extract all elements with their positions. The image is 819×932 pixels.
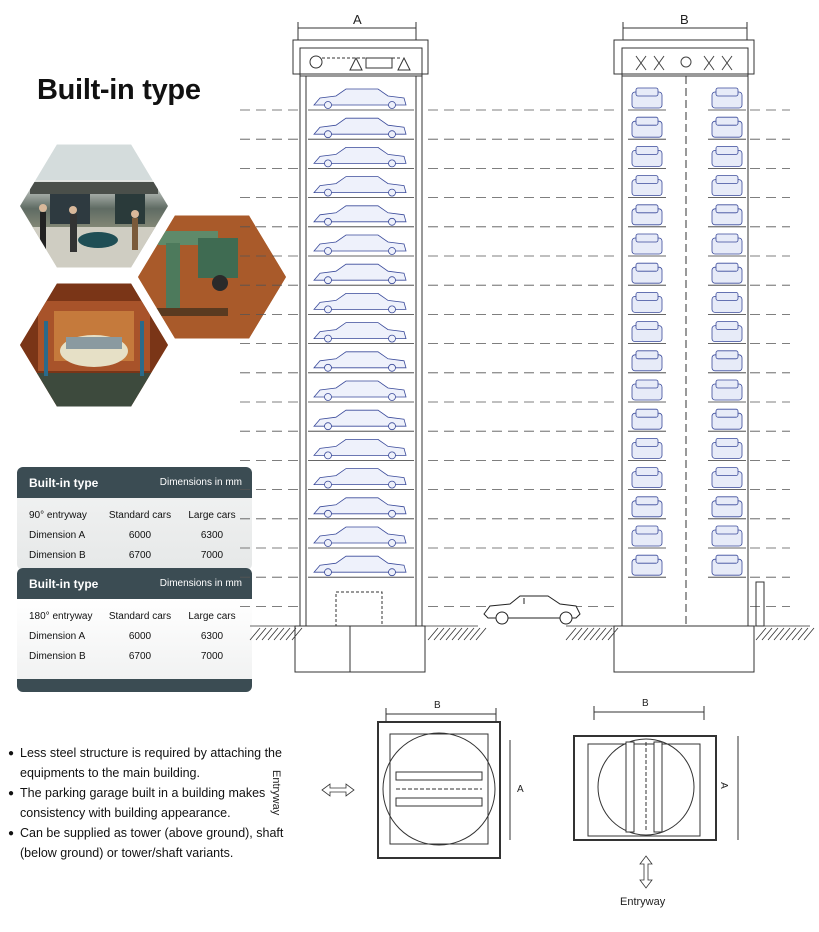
car-platform (708, 322, 746, 344)
table-cell: 7000 (200, 650, 224, 662)
car-platform (628, 117, 666, 139)
car-platform (628, 438, 666, 460)
car-platform (708, 176, 746, 198)
table-cell: 6300 (200, 630, 224, 642)
plan-view-180 (574, 706, 738, 888)
car-platform (628, 468, 666, 490)
car-platform (628, 526, 666, 548)
spec-table-title: Built-in type (29, 576, 99, 591)
car-platforms-a (308, 89, 414, 577)
ground-hatch-b (566, 626, 814, 640)
table-cell: 6000 (128, 630, 152, 642)
table-cell: 180° entryway (29, 610, 93, 622)
table-cell: Dimension A (29, 529, 86, 541)
table-cell: 6700 (128, 549, 152, 561)
plan-180-dimension-b-label: B (642, 698, 649, 709)
car-platform (708, 263, 746, 285)
list-item-text: Less steel structure is required by attaching the equipments to the main building. (20, 746, 282, 780)
list-item-text: Can be supplied as tower (above ground), shaft (below ground) or tower/shaft variants. (20, 826, 284, 860)
level-dash-lines (240, 110, 790, 606)
car-platform (308, 206, 414, 227)
table-cell: Standard cars (108, 509, 172, 521)
entryway-side-label: Entryway (270, 770, 282, 816)
car-platform (308, 293, 414, 314)
car-platform (708, 205, 746, 227)
dimension-a-label: A (353, 12, 362, 27)
list-item-text: The parking garage built in a building makes consistency with building appearance. (20, 786, 266, 820)
ground-hatch-a (250, 626, 486, 640)
car-platform (708, 497, 746, 519)
car-platform (628, 292, 666, 314)
car-platform (308, 177, 414, 198)
car-platform (308, 264, 414, 285)
car-platform (308, 498, 414, 519)
table-cell: Large cars (188, 509, 236, 521)
bullet-dot-icon: ● (8, 828, 15, 839)
car-platform (708, 526, 746, 548)
car-platform (628, 205, 666, 227)
table-cell: 6000 (128, 529, 152, 541)
table-cell: 7000 (200, 549, 224, 561)
elevation-a (293, 22, 428, 672)
car-platform (628, 322, 666, 344)
car-platform (308, 527, 414, 548)
entryway-bottom-label: Entryway (620, 896, 666, 908)
car-platform (708, 292, 746, 314)
elevation-b (614, 22, 764, 672)
car-platform (708, 234, 746, 256)
ground-car (484, 596, 580, 624)
car-platform (628, 146, 666, 168)
plan-90-dimension-b-label: B (434, 700, 441, 711)
car-platform (308, 410, 414, 431)
car-platform (708, 117, 746, 139)
dimension-b-label: B (680, 12, 689, 27)
car-platforms-b (628, 88, 746, 577)
car-platform (628, 497, 666, 519)
page-title: Built-in type (37, 74, 201, 106)
car-platform (308, 89, 414, 110)
car-platform (708, 555, 746, 577)
car-platform (628, 555, 666, 577)
table-cell: 90° entryway (29, 509, 87, 521)
car-platform (628, 234, 666, 256)
table-cell: Large cars (188, 610, 236, 622)
car-platform (628, 176, 666, 198)
spec-table-unit: Dimensions in mm (159, 578, 242, 589)
car-platform (708, 380, 746, 402)
car-platform (628, 351, 666, 373)
bullet-dot-icon: ● (8, 788, 15, 799)
car-platform (628, 263, 666, 285)
spec-table-unit: Dimensions in mm (159, 477, 242, 488)
car-platform (628, 380, 666, 402)
car-platform (708, 438, 746, 460)
car-platform (308, 556, 414, 577)
car-platform (308, 469, 414, 490)
table-cell: Dimension B (29, 650, 86, 662)
car-platform (308, 118, 414, 139)
plan-180-dimension-a-label: A (717, 782, 729, 789)
car-platform (708, 146, 746, 168)
car-platform (628, 409, 666, 431)
table-cell: Dimension B (29, 549, 86, 561)
table-cell: 6700 (128, 650, 152, 662)
car-platform (708, 409, 746, 431)
car-platform (308, 147, 414, 168)
car-platform (628, 88, 666, 110)
table-cell: Dimension A (29, 630, 86, 642)
car-platform (708, 88, 746, 110)
plan-view-90 (322, 708, 510, 858)
car-platform (308, 323, 414, 344)
table-cell: Standard cars (108, 610, 172, 622)
car-platform (308, 352, 414, 373)
car-platform (708, 351, 746, 373)
table-cell: 6300 (200, 529, 224, 541)
car-platform (308, 439, 414, 460)
plan-90-dimension-a-label: A (517, 784, 524, 795)
spec-table-title: Built-in type (29, 475, 99, 490)
bullet-dot-icon: ● (8, 748, 15, 759)
car-platform (308, 235, 414, 256)
car-platform (308, 381, 414, 402)
car-platform (708, 468, 746, 490)
